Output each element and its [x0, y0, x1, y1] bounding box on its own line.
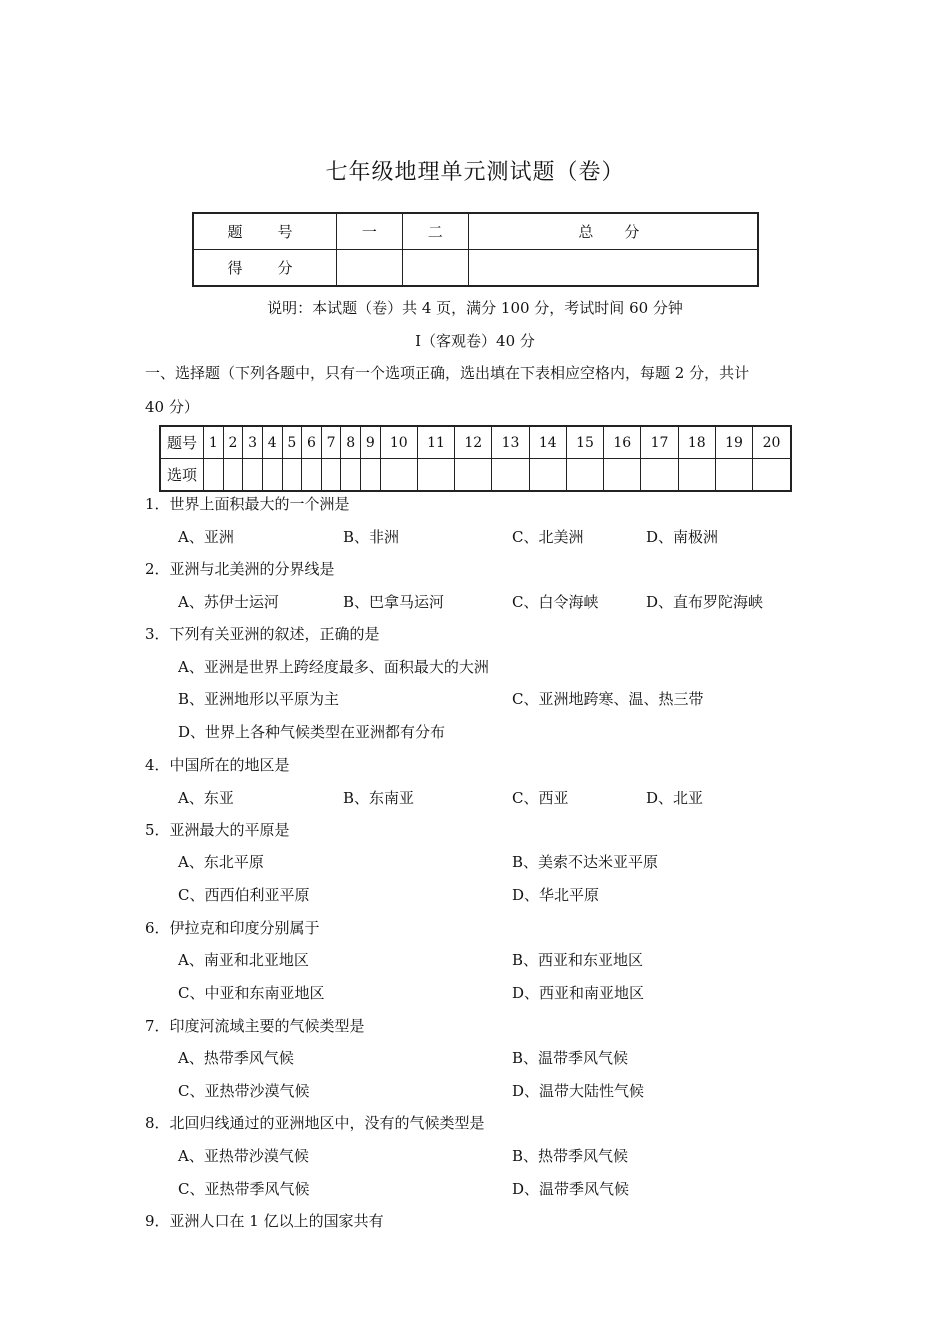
answer-cell[interactable] [361, 459, 381, 492]
score-table-header-row [193, 213, 758, 250]
option-c: C、中亚和东南亚地区 [178, 984, 325, 1002]
answer-cell[interactable] [302, 459, 322, 492]
question-stem: 8．北回归线通过的亚洲地区中，没有的气候类型是 [145, 1114, 485, 1132]
score-table-section-2: 二 [402, 213, 468, 250]
instruction-line-2: 40 分） [145, 398, 199, 416]
score-cell-1[interactable] [337, 250, 403, 287]
answer-cell[interactable] [243, 459, 263, 492]
answer-cell[interactable] [262, 459, 282, 492]
answer-cell[interactable] [678, 459, 715, 492]
score-cell-total[interactable] [468, 250, 758, 287]
option-b: B、非洲 [343, 528, 400, 546]
option-a: A、亚热带沙漠气候 [178, 1147, 309, 1165]
answer-table-number: 1 [204, 426, 224, 459]
section-header: Ⅰ（客观卷）40 分 [415, 332, 535, 350]
option-c: C、西亚 [512, 789, 569, 807]
answer-table-number: 14 [529, 426, 566, 459]
answer-table-number: 12 [455, 426, 492, 459]
option-d: D、温带大陆性气候 [512, 1082, 645, 1100]
answer-table-number: 9 [361, 426, 381, 459]
answer-cell[interactable] [321, 459, 341, 492]
answer-table-number: 2 [223, 426, 243, 459]
option-b: B、美索不达米亚平原 [512, 853, 659, 871]
answer-table-number: 6 [302, 426, 322, 459]
question-stem: 6．伊拉克和印度分别属于 [145, 919, 320, 937]
answer-table-number: 7 [321, 426, 341, 459]
answer-table-number: 3 [243, 426, 263, 459]
question-stem: 5．亚洲最大的平原是 [145, 821, 290, 839]
answer-cell[interactable] [380, 459, 417, 492]
answer-table-number: 15 [566, 426, 603, 459]
option-b: B、西亚和东亚地区 [512, 951, 644, 969]
answer-cell[interactable] [204, 459, 224, 492]
option-d: D、直布罗陀海峡 [646, 593, 764, 611]
answer-cell[interactable] [223, 459, 243, 492]
option-c: C、亚洲地跨寒、温、热三带 [512, 690, 704, 708]
answer-cell[interactable] [641, 459, 678, 492]
option-c: C、亚热带沙漠气候 [178, 1082, 310, 1100]
option-d: D、华北平原 [512, 886, 600, 904]
option-a: A、热带季风气候 [178, 1049, 294, 1067]
question-stem: 9．亚洲人口在 1 亿以上的国家共有 [145, 1212, 384, 1230]
instruction-line-1: 一、选择题（下列各题中，只有一个选项正确，选出填在下表相应空格内，每题 2 分，共计 [145, 364, 750, 382]
score-table-section-1: 一 [337, 213, 403, 250]
option-d: D、北亚 [646, 789, 704, 807]
question-stem: 7．印度河流域主要的气候类型是 [145, 1017, 365, 1035]
score-cell-2[interactable] [402, 250, 468, 287]
answer-table-number: 17 [641, 426, 678, 459]
question-stem: 2．亚洲与北美洲的分界线是 [145, 560, 335, 578]
option-d: D、温带季风气候 [512, 1180, 630, 1198]
answer-table-label-answer: 选项 [160, 459, 204, 492]
answer-cell[interactable] [715, 459, 752, 492]
option-a: A、东北平原 [178, 853, 264, 871]
answer-cell[interactable] [282, 459, 302, 492]
score-table-score-row [193, 250, 758, 287]
score-table [192, 212, 759, 287]
option-d: D、南极洲 [646, 528, 719, 546]
answer-table-number: 4 [262, 426, 282, 459]
answer-cell[interactable] [753, 459, 791, 492]
answer-table-number: 20 [753, 426, 791, 459]
answer-table-answer-row [160, 459, 791, 492]
option-b: B、热带季风气候 [512, 1147, 629, 1165]
answer-table-number-row [160, 426, 791, 459]
option-a: A、东亚 [178, 789, 234, 807]
answer-table-number: 5 [282, 426, 302, 459]
answer-table-number: 11 [417, 426, 454, 459]
option-c: C、亚热带季风气候 [178, 1180, 310, 1198]
score-table-total: 总 分 [468, 213, 758, 250]
option-c: C、北美洲 [512, 528, 584, 546]
answer-cell[interactable] [417, 459, 454, 492]
answer-table-label-number: 题号 [160, 426, 204, 459]
answer-table-number: 18 [678, 426, 715, 459]
exam-note: 说明：本试题（卷）共 4 页，满分 100 分，考试时间 60 分钟 [267, 299, 683, 317]
question-stem: 4．中国所在的地区是 [145, 756, 290, 774]
option-c: C、西西伯利亚平原 [178, 886, 310, 904]
answer-cell[interactable] [604, 459, 641, 492]
answer-table-number: 10 [380, 426, 417, 459]
option-a: A、亚洲 [178, 528, 234, 546]
option-b: B、巴拿马运河 [343, 593, 445, 611]
question-stem: 1．世界上面积最大的一个洲是 [145, 495, 350, 513]
answer-table-number: 19 [715, 426, 752, 459]
answer-cell[interactable] [492, 459, 529, 492]
answer-cell[interactable] [455, 459, 492, 492]
answer-table-number: 16 [604, 426, 641, 459]
option-b: B、温带季风气候 [512, 1049, 629, 1067]
score-table-label-score: 得 分 [193, 250, 337, 287]
score-table-label-number: 题 号 [193, 213, 337, 250]
option-a: A、苏伊士运河 [178, 593, 279, 611]
answer-cell[interactable] [341, 459, 361, 492]
answer-table [159, 425, 792, 492]
option-c: C、白令海峡 [512, 593, 599, 611]
answer-cell[interactable] [566, 459, 603, 492]
option-d: D、世界上各种气候类型在亚洲都有分布 [178, 723, 446, 741]
page-title: 七年级地理单元测试题（卷） [325, 160, 625, 185]
option-b: B、亚洲地形以平原为主 [178, 690, 340, 708]
option-b: B、东南亚 [343, 789, 415, 807]
option-a: A、南亚和北亚地区 [178, 951, 309, 969]
option-a: A、亚洲是世界上跨经度最多、面积最大的大洲 [178, 658, 489, 676]
option-d: D、西亚和南亚地区 [512, 984, 645, 1002]
question-stem: 3．下列有关亚洲的叙述，正确的是 [145, 625, 380, 643]
answer-table-number: 8 [341, 426, 361, 459]
answer-table-number: 13 [492, 426, 529, 459]
answer-cell[interactable] [529, 459, 566, 492]
